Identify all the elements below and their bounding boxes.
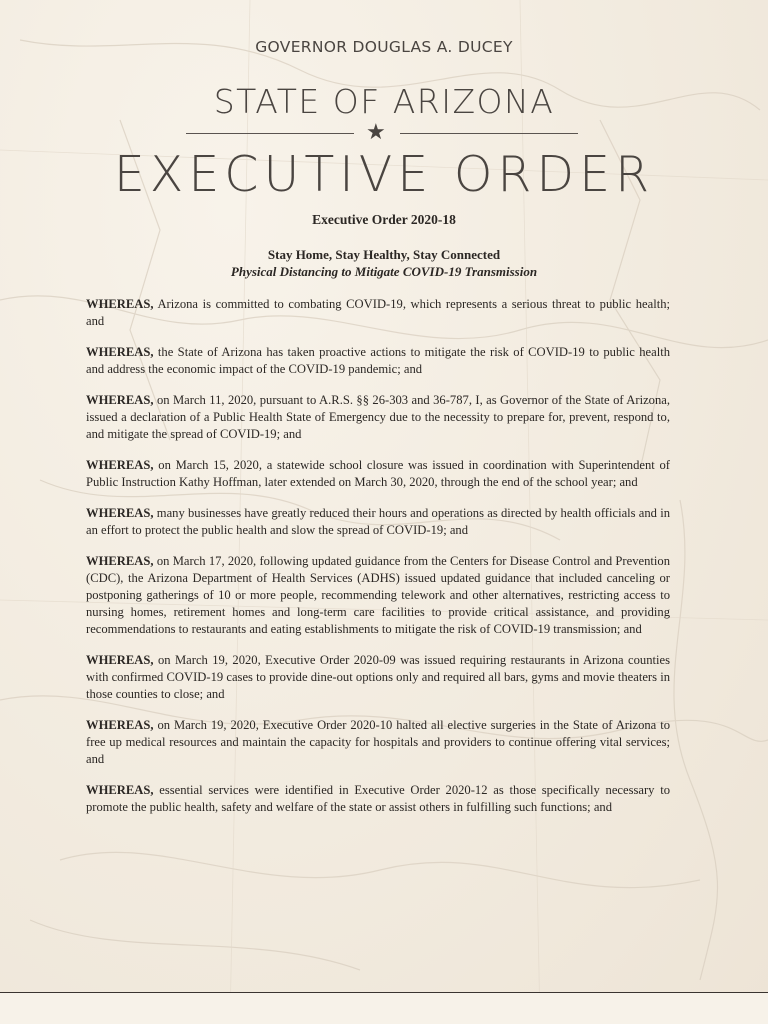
state-name: STATE OF ARIZONA (213, 82, 555, 121)
paragraph-lead: WHEREAS, (86, 345, 154, 359)
paragraph-text: many businesses have greatly reduced their hours and operations as directed by health officials and in an effort to protect the public health and slow the spread of COVID-19; and (86, 506, 670, 537)
paragraph-lead: WHEREAS, (86, 783, 154, 797)
order-number: Executive Order 2020-18 (312, 212, 456, 227)
paragraph-text: on March 17, 2020, following updated guidance from the Centers for Disease Control and Prevention (CDC), the Arizona Department of Health Services (ADHS) issued updated guidance that included canceling or postponing gatherings of 10 or more people, recommending telework and other alternatives, restricting access to nursing homes, retirement homes and long-term care facilities to provide critical assistance, and providing recommendations to restaurants and eating establishments to mitigate the risk of COVID-19 transmission; and (86, 554, 670, 636)
paragraph-text: Arizona is committed to combating COVID-19, which represents a serious threat to public health; and (86, 297, 670, 328)
paragraph (86, 392, 670, 443)
paragraph (86, 457, 670, 491)
paragraph (86, 717, 670, 768)
paragraph-text: on March 11, 2020, pursuant to A.R.S. §§ 26-303 and 36-787, I, as Governor of the State of Arizona, issued a declaration of a Public Health State of Emergency due to the necessity to prepare for, prevent, respond to, and mitigate the spread of COVID-19; and (86, 393, 670, 441)
page-margin-strip (0, 993, 768, 1024)
star-icon: ★ (366, 119, 386, 144)
paragraph-lead: WHEREAS, (86, 297, 154, 311)
whereas-paragraphs (86, 296, 670, 830)
paragraph-lead: WHEREAS, (86, 554, 154, 568)
paragraph (86, 344, 670, 378)
star-divider (0, 119, 768, 144)
paragraph (86, 782, 670, 816)
paragraph-lead: WHEREAS, (86, 393, 154, 407)
document-title: EXECUTIVE ORDER (113, 146, 655, 203)
governor-name: GOVERNOR DOUGLAS A. DUCEY (255, 38, 513, 56)
paragraph-text: essential services were identified in Executive Order 2020-12 as those specifically necessary to promote the public health, safety and welfare of the state or assist others in fulfilling such functions; and (86, 783, 670, 814)
order-subtitle-italic: Physical Distancing to Mitigate COVID-19 Transmission (230, 264, 538, 279)
divider-line-right (400, 133, 578, 134)
paragraph (86, 652, 670, 703)
paragraph (86, 505, 670, 539)
paragraph-text: on March 19, 2020, Executive Order 2020-10 halted all elective surgeries in the State of Arizona to free up medical resources and maintain the capacity for hospitals and providers to continue offering vital services; and (86, 718, 670, 766)
paragraph-text: on March 15, 2020, a statewide school closure was issued in coordination with Superintendent of Public Instruction Kathy Hoffman, later extended on March 30, 2020, through the end of the school year; and (86, 458, 670, 489)
paragraph-lead: WHEREAS, (86, 506, 154, 520)
paragraph-lead: WHEREAS, (86, 718, 154, 732)
paragraph-lead: WHEREAS, (86, 653, 154, 667)
paragraph (86, 553, 670, 638)
paragraph (86, 296, 670, 330)
paragraph-lead: WHEREAS, (86, 458, 154, 472)
divider-line-left (186, 133, 354, 134)
paragraph-text: on March 19, 2020, Executive Order 2020-09 was issued requiring restaurants in Arizona counties with confirmed COVID-19 cases to provide dine-out options only and required all bars, gyms and movie theaters in those counties to close; and (86, 653, 670, 701)
order-subtitle: Stay Home, Stay Healthy, Stay Connected (267, 247, 501, 262)
paragraph-text: the State of Arizona has taken proactive actions to mitigate the risk of COVID-19 to public health and address the economic impact of the COVID-19 pandemic; and (86, 345, 670, 376)
